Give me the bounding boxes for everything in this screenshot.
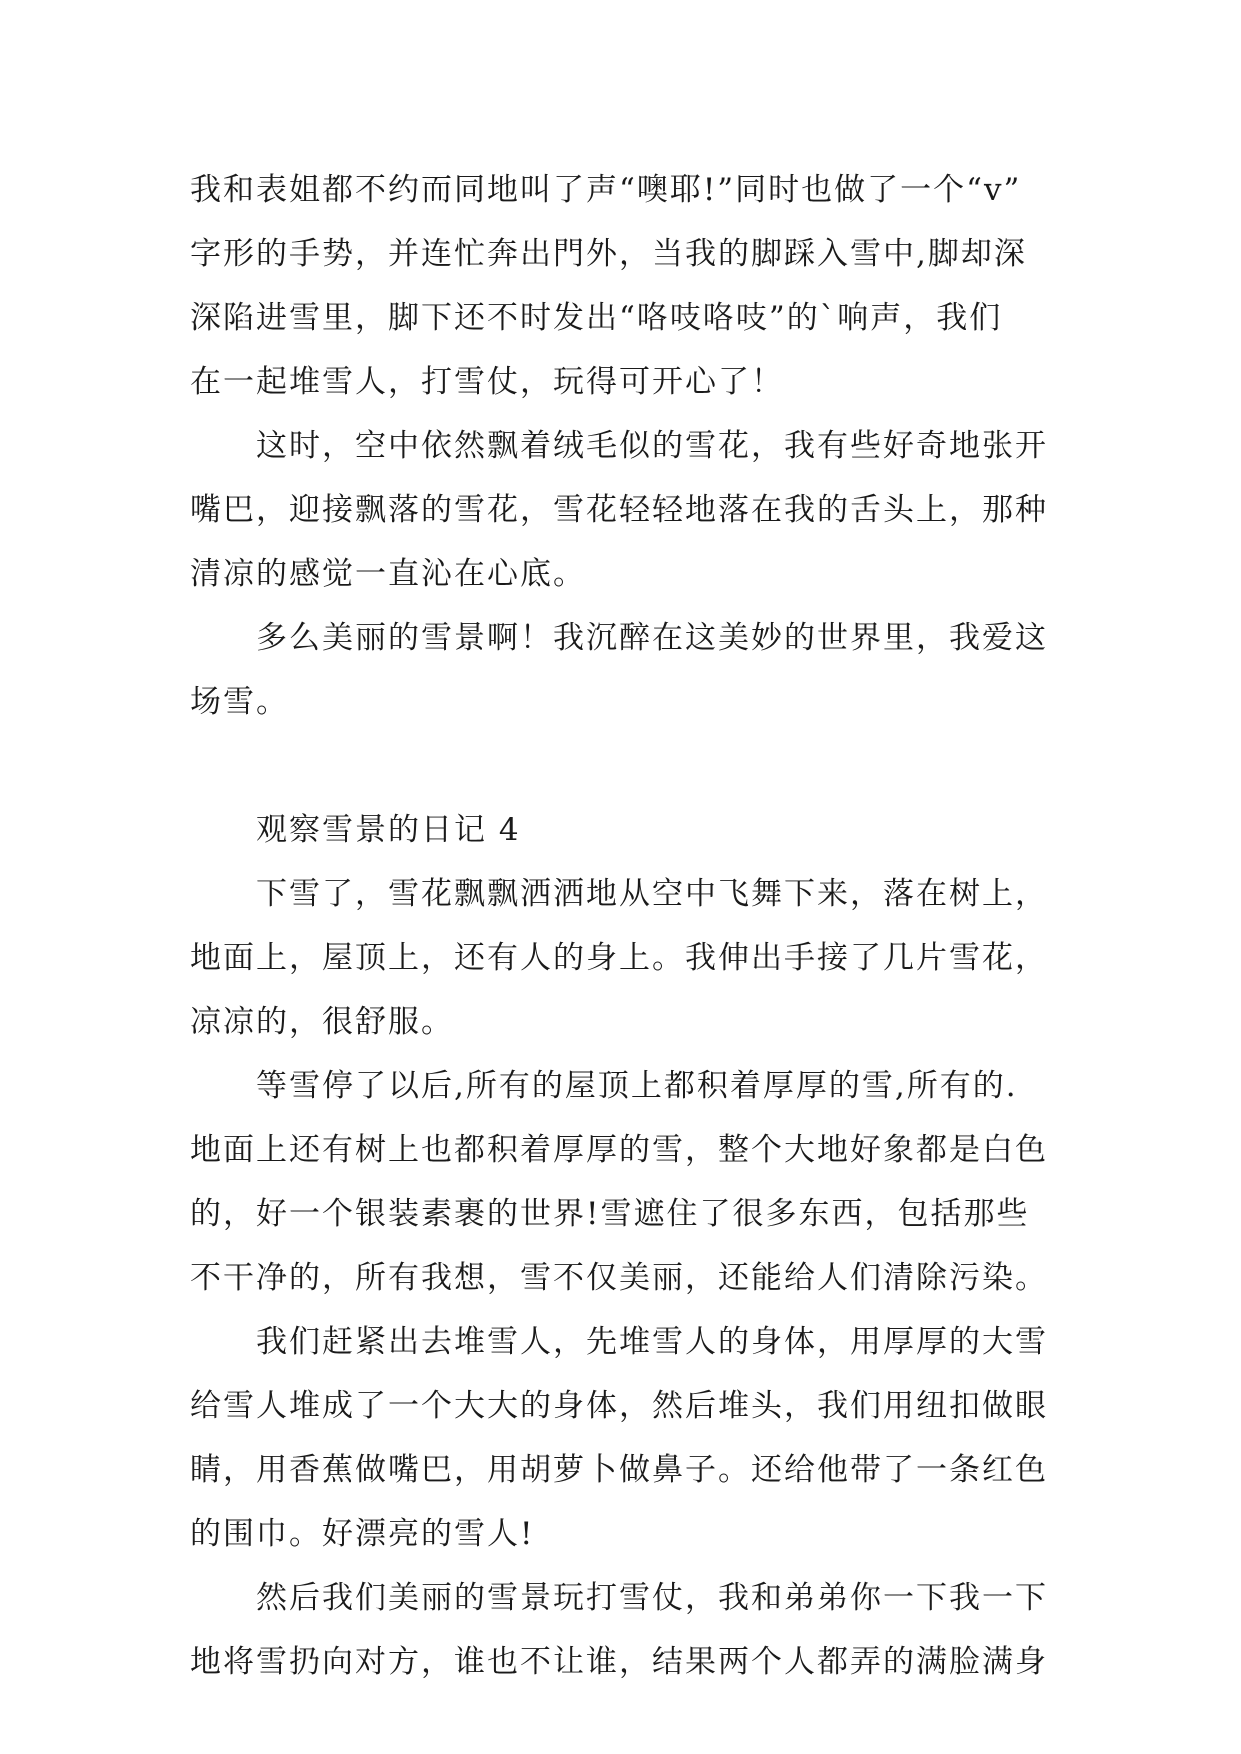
text-line: 我和表姐都不约而同地叫了声“噢耶!”同时也做了一个“v” [190, 172, 1022, 208]
text-line: 然后我们美丽的雪景玩打雪仗，我和弟弟你一下我一下 [256, 1580, 1048, 1616]
text-line: 地面上，屋顶上，还有人的身上。我伸出手接了几片雪花， [190, 940, 1048, 976]
text-line: 的，好一个银装素裹的世界!雪遮住了很多东西，包括那些 [190, 1196, 1030, 1232]
text-line: 嘴巴，迎接飘落的雪花，雪花轻轻地落在我的舌头上，那种 [190, 492, 1048, 528]
text-line: 下雪了，雪花飘飘洒洒地从空中飞舞下来，落在树上， [256, 876, 1048, 912]
text-line: 凉凉的，很舒服。 [190, 1004, 454, 1040]
text-line: 地面上还有树上也都积着厚厚的雪，整个大地好象都是白色 [190, 1132, 1048, 1168]
text-line: 在一起堆雪人，打雪仗，玩得可开心了！ [190, 364, 784, 400]
diary-text [190, 158, 1070, 1694]
text-line: 我们赶紧出去堆雪人，先堆雪人的身体，用厚厚的大雪 [256, 1324, 1048, 1360]
section-spacer [190, 734, 1070, 798]
section-heading: 观察雪景的日记 4 [256, 812, 521, 848]
text-line: 睛，用香蕉做嘴巴，用胡萝卜做鼻子。还给他带了一条红色 [190, 1452, 1048, 1488]
text-line: 不干净的，所有我想，雪不仅美丽，还能给人们清除污染。 [190, 1260, 1048, 1296]
text-line: 字形的手势，并连忙奔出門外，当我的脚踩入雪中,脚却深 [190, 236, 1027, 272]
text-line: 场雪。 [190, 684, 289, 720]
text-line: 的围巾。好漂亮的雪人! [190, 1516, 535, 1552]
text-line: 地将雪扔向对方，谁也不让谁，结果两个人都弄的满脸满身 [190, 1644, 1048, 1680]
text-line: 等雪停了以后,所有的屋顶上都积着厚厚的雪,所有的. [256, 1068, 1018, 1104]
text-line: 清凉的感觉一直沁在心底。 [190, 556, 586, 592]
text-line: 多么美丽的雪景啊！我沉醉在这美妙的世界里，我爱这 [256, 620, 1048, 656]
text-line: 给雪人堆成了一个大大的身体，然后堆头，我们用纽扣做眼 [190, 1388, 1048, 1424]
text-line: 这时，空中依然飘着绒毛似的雪花，我有些好奇地张开 [256, 428, 1048, 464]
text-line: 深陷进雪里，脚下还不时发出“咯吱咯吱”的`响声，我们 [190, 300, 1003, 336]
